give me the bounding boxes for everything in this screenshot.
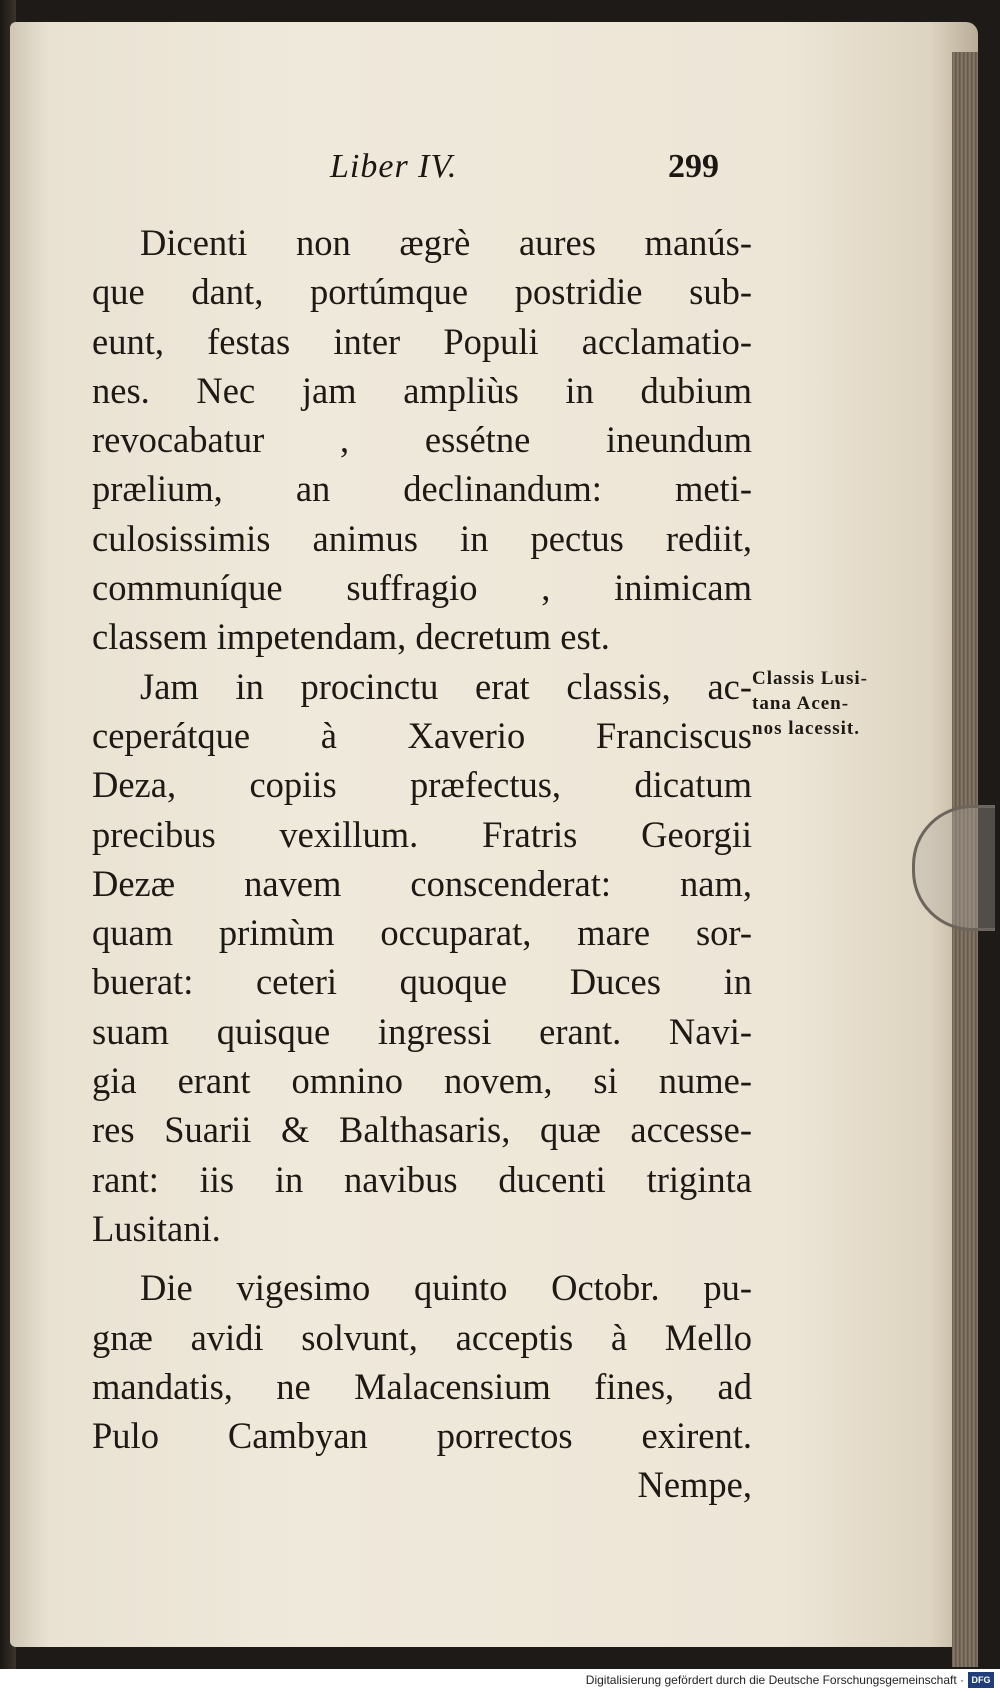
text-line: Deza, copiis præfectus, dicatum — [92, 764, 752, 806]
text-line: eunt, festas inter Populi acclamatio- — [92, 320, 752, 362]
margin-note-line: Classis Lusi- — [752, 668, 868, 689]
text-line: que dant, portúmque postridie sub- — [92, 271, 752, 313]
margin-note — [752, 666, 917, 741]
text-line: precibus vexillum. Fratris Georgii — [92, 813, 752, 855]
text-line: mandatis, ne Malacensium fines, ad — [92, 1365, 752, 1407]
text-line: ceperátque à Xaverio Franciscus — [92, 714, 752, 756]
catchword: Nempe, — [637, 1464, 752, 1506]
text-line: Jam in procinctu erat classis, ac- — [140, 665, 752, 707]
running-head: Liber IV. — [330, 148, 458, 185]
page-header — [0, 140, 960, 190]
text-line: classem impetendam, decretum est. — [92, 616, 610, 658]
text-line: gia erant omnino novem, si nume- — [92, 1060, 752, 1102]
text-line: communíque suffragio , inimicam — [92, 567, 752, 609]
text-line: quam primùm occuparat, mare sor- — [92, 912, 752, 954]
text-line: buerat: ceteri quoque Duces in — [92, 961, 752, 1003]
text-line: Dicenti non ægrè aures manús- — [140, 222, 752, 263]
text-line: suam quisque ingressi erant. Navi- — [92, 1010, 752, 1052]
text-line: Die vigesimo quinto Octobr. pu- — [140, 1267, 752, 1309]
footer-credit: Digitalisierung gefördert durch die Deutsche Forschungsgemeinschaft · — [585, 1673, 964, 1687]
text-line: revocabatur , essétne ineundum — [92, 419, 752, 461]
text-line: Lusitani. — [92, 1207, 221, 1249]
text-line: Pulo Cambyan porrectos exirent. — [92, 1415, 752, 1457]
text-line: gnæ avidi solvunt, acceptis à Mello — [92, 1316, 752, 1358]
text-line: prælium, an declinandum: meti- — [92, 468, 752, 510]
text-line: Dezæ navem conscenderat: nam, — [92, 862, 752, 904]
footer-bar — [0, 1669, 1000, 1693]
text-line: nes. Nec jam ampliùs in dubium — [92, 369, 752, 411]
body-text — [92, 218, 752, 1510]
dfg-logo: DFG — [968, 1672, 994, 1688]
text-line: rant: iis in navibus ducenti triginta — [92, 1158, 752, 1200]
margin-note-line: nos lacessit. — [752, 718, 860, 739]
text-line: culosissimis animus in pectus rediit, — [92, 517, 752, 559]
text-line: res Suarii & Balthasaris, quæ accesse- — [92, 1109, 752, 1151]
margin-note-line: tana Acen- — [752, 693, 850, 714]
page-number: 299 — [668, 148, 719, 185]
